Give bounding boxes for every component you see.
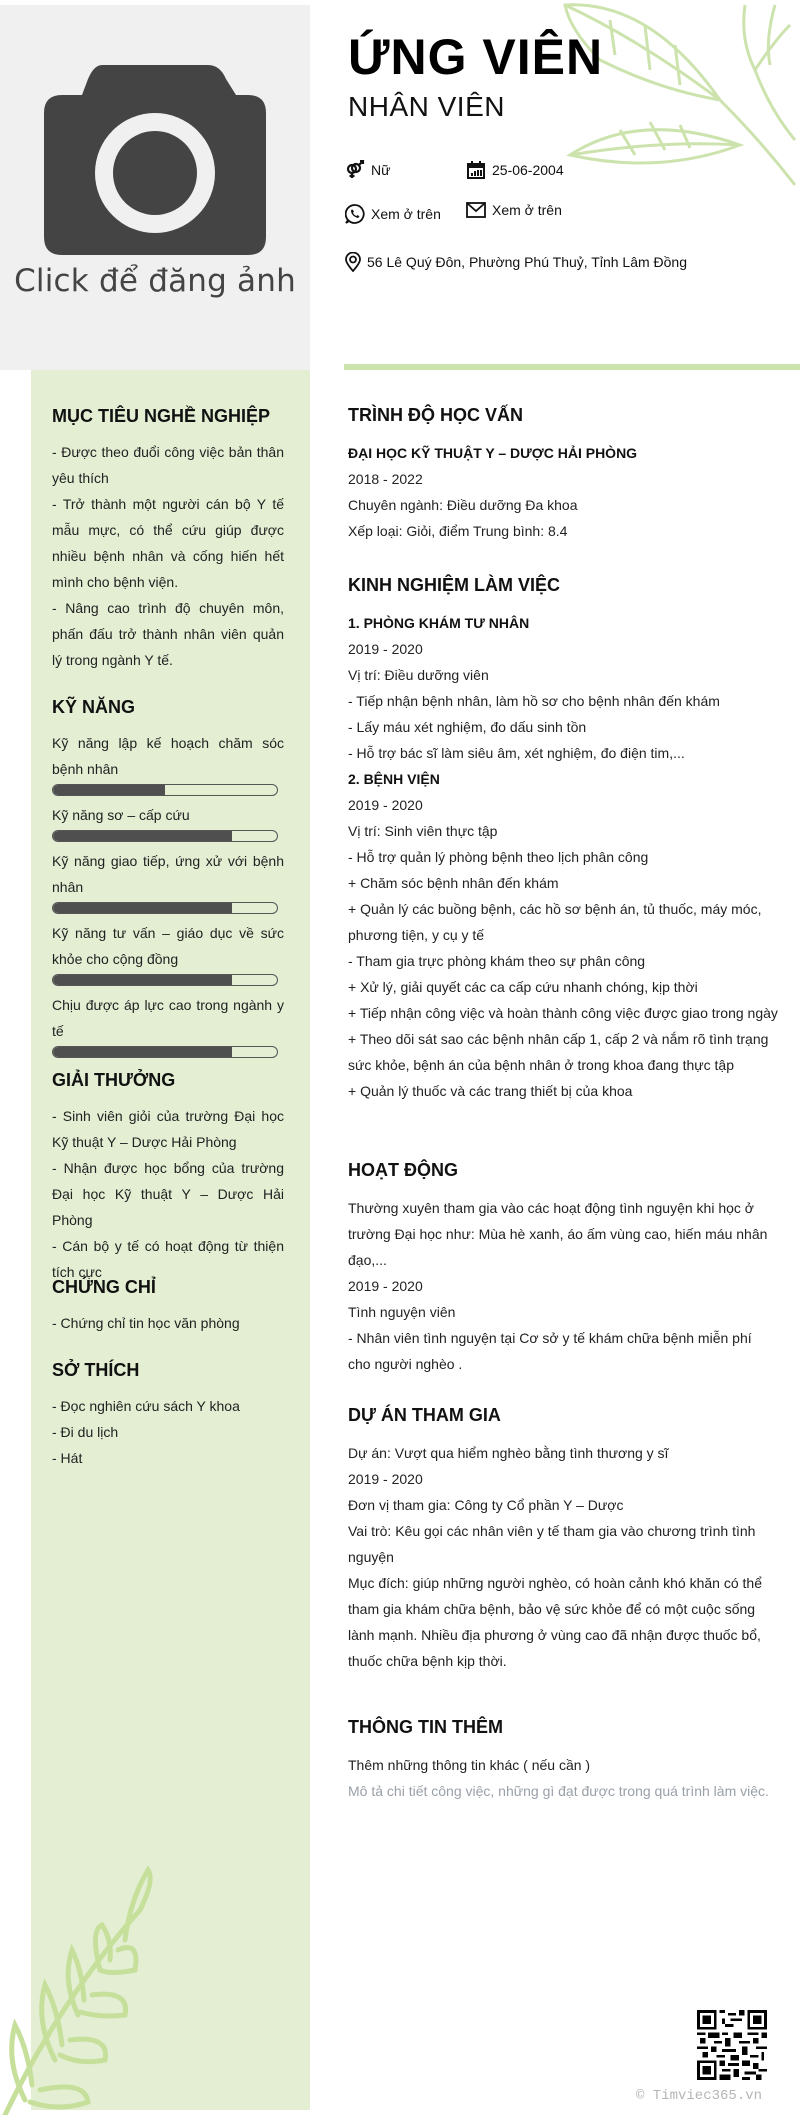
activity-role[interactable]: Tình nguyện viên [348, 1304, 456, 1320]
activities-section [348, 1160, 778, 1377]
section-title: CHỨNG CHỈ [52, 1277, 156, 1297]
activity-detail[interactable]: - Nhân viên tình nguyện tại Cơ sở y tế khám chữa bệnh miễn phí cho người nghèo . [348, 1330, 752, 1372]
location-pin-icon [345, 252, 361, 272]
school-name[interactable]: ĐẠI HỌC KỸ THUẬT Y – DƯỢC HẢI PHÒNG [348, 445, 638, 461]
skill-bar-fill [53, 785, 165, 795]
job-duty[interactable]: - Hỗ trợ bác sĩ làm siêu âm, xét nghiệm, đo điện tim,... [348, 745, 685, 761]
project-purpose[interactable]: Mục đích: giúp những người nghèo, có hoàn cảnh khó khăn có thể tham gia khám chữa bệnh, bảo vệ sức khỏe để có một cuộc sống lành mạnh. Nhiều địa phương ở vùng cao đã nhận được thuốc bổ, thuốc chữa bệnh kịp thời. [348, 1575, 762, 1669]
experience-section [348, 575, 778, 1104]
job-period[interactable]: 2019 - 2020 [348, 797, 423, 813]
skill-item [52, 992, 284, 1058]
hobby-line[interactable]: - Đọc nghiên cứu sách Y khoa [52, 1398, 240, 1414]
skills-section [52, 697, 284, 1064]
skill-item [52, 802, 284, 842]
award-line[interactable]: - Sinh viên giỏi của trường Đại học Kỹ thuật Y – Dược Hải Phòng [52, 1108, 284, 1150]
qr-code-icon [697, 2010, 767, 2080]
section-title: GIẢI THƯỞNG [52, 1070, 176, 1090]
camera-icon [44, 65, 266, 255]
job-duty[interactable]: + Quản lý thuốc và các trang thiết bị của khoa [348, 1083, 633, 1099]
skill-bar-fill [53, 975, 232, 985]
hobby-line[interactable]: - Đi du lịch [52, 1424, 119, 1440]
skill-item [52, 848, 284, 914]
section-title: HOẠT ĐỘNG [348, 1160, 458, 1180]
project-role[interactable]: Vai trò: Kêu gọi các nhân viên y tế tham gia vào chương trình tình nguyện [348, 1523, 756, 1565]
hobbies-section [52, 1360, 284, 1471]
objective-line[interactable]: - Trở thành một người cán bộ Y tế mẫu mực, có thể cứu giúp được nhiều bệnh nhân và cống hiến hết mình cho bệnh viện. [52, 496, 284, 590]
awards-section [52, 1070, 284, 1285]
job-duty[interactable]: + Tiếp nhận công việc và hoàn thành công việc được giao trong ngày [348, 1005, 778, 1021]
candidate-name[interactable]: ỨNG VIÊN [348, 29, 604, 85]
skill-bar-fill [53, 831, 232, 841]
job-duty[interactable]: + Quản lý các buồng bệnh, các hồ sơ bệnh án, tủ thuốc, máy móc, phương tiện, y cụ y tế [348, 901, 762, 943]
skill-item [52, 920, 284, 986]
skill-item [52, 730, 284, 796]
job-duty[interactable]: + Xử lý, giải quyết các ca cấp cứu nhanh chóng, kịp thời [348, 979, 698, 995]
email-value: Xem ở trên [492, 202, 562, 218]
photo-upload[interactable] [0, 5, 310, 370]
certificate-line[interactable]: - Chứng chỉ tin học văn phòng [52, 1315, 240, 1331]
hobby-line[interactable]: - Hát [52, 1450, 83, 1466]
certificates-section [52, 1277, 284, 1336]
award-line[interactable]: - Nhận được học bổng của trường Đại học Kỹ thuật Y – Dược Hải Phòng [52, 1160, 284, 1228]
job-item [348, 766, 778, 1104]
phone-icon [345, 204, 365, 224]
job-duty[interactable]: - Lấy máu xét nghiệm, đo dấu sinh tồn [348, 719, 587, 735]
objective-line[interactable]: - Được theo đuổi công việc bản thân yêu thích [52, 444, 284, 486]
projects-section [348, 1405, 778, 1674]
skill-label[interactable]: Kỹ năng sơ – cấp cứu [52, 807, 190, 823]
education-grade[interactable]: Xếp loại: Giỏi, điểm Trung bình: 8.4 [348, 523, 568, 539]
extra-info-text[interactable]: Thêm những thông tin khác ( nếu cần ) [348, 1757, 591, 1773]
section-title: DỰ ÁN THAM GIA [348, 1405, 501, 1425]
section-title: KINH NGHIỆM LÀM VIỆC [348, 575, 561, 595]
branch-decoration-icon [0, 1840, 160, 2115]
candidate-position[interactable]: NHÂN VIÊN [348, 91, 505, 122]
job-item [348, 610, 778, 766]
section-title: KỸ NĂNG [52, 697, 136, 717]
activity-intro[interactable]: Thường xuyên tham gia vào các hoạt động tình nguyện khi học ở trường Đại học như: Mùa hè xanh, áo ấm vùng cao, hiến máu nhân đạo,... [348, 1200, 768, 1268]
job-duty[interactable]: + Theo dõi sát sao các bệnh nhân cấp 1, cấp 2 và nắm rõ tình trạng sức khỏe, bệnh án của bệnh nhân ở trong khoa đang thực tập [348, 1031, 769, 1073]
address-field[interactable] [345, 252, 687, 272]
education-period[interactable]: 2018 - 2022 [348, 471, 423, 487]
education-section [348, 405, 778, 544]
skill-bar-fill [53, 1047, 232, 1057]
skill-label[interactable]: Kỹ năng giao tiếp, ứng xử với bệnh nhân [52, 853, 284, 895]
mail-icon [466, 200, 486, 220]
award-line[interactable]: - Cán bộ y tế có hoạt động từ thiện tích cực [52, 1238, 284, 1280]
job-company[interactable]: 1. PHÒNG KHÁM TƯ NHÂN [348, 615, 530, 631]
section-title: THÔNG TIN THÊM [348, 1717, 503, 1737]
extra-info-placeholder[interactable]: Mô tả chi tiết công việc, những gì đạt được trong quá trình làm việc. [348, 1783, 769, 1799]
job-duty[interactable]: - Tham gia trực phòng khám theo sự phân công [348, 953, 646, 969]
gender-icon [345, 160, 365, 180]
skill-bar[interactable] [52, 974, 278, 986]
skill-bar-fill [53, 903, 232, 913]
birthday-value: 25-06-2004 [492, 162, 564, 178]
header-divider [344, 364, 800, 370]
job-role[interactable]: Vị trí: Sinh viên thực tập [348, 823, 498, 839]
birthday-field[interactable] [466, 160, 564, 180]
section-title: TRÌNH ĐỘ HỌC VẤN [348, 405, 523, 425]
project-name[interactable]: Dự án: Vượt qua hiểm nghèo bằng tình thương y sĩ [348, 1445, 669, 1461]
job-company[interactable]: 2. BỆNH VIỆN [348, 771, 440, 787]
skill-label[interactable]: Chịu được áp lực cao trong ngành y tế [52, 997, 284, 1039]
extra-info-section [348, 1717, 778, 1804]
job-role[interactable]: Vị trí: Điều dưỡng viên [348, 667, 489, 683]
skill-bar[interactable] [52, 902, 278, 914]
skill-label[interactable]: Kỹ năng tư vấn – giáo dục về sức khỏe cho cộng đồng [52, 925, 284, 967]
gender-field[interactable] [345, 160, 390, 180]
objective-line[interactable]: - Nâng cao trình độ chuyên môn, phấn đấu trở thành nhân viên quản lý trong ngành Y tế. [52, 600, 284, 668]
project-period[interactable]: 2019 - 2020 [348, 1471, 423, 1487]
education-major[interactable]: Chuyên ngành: Điều dưỡng Đa khoa [348, 497, 578, 513]
photo-upload-label: Click để đăng ảnh [14, 263, 296, 299]
section-title: SỞ THÍCH [52, 1360, 140, 1380]
skill-bar[interactable] [52, 784, 278, 796]
job-period[interactable]: 2019 - 2020 [348, 641, 423, 657]
objective-section [52, 406, 284, 673]
section-title: MỤC TIÊU NGHỀ NGHIỆP [52, 406, 271, 426]
activity-period[interactable]: 2019 - 2020 [348, 1278, 423, 1294]
phone-value: Xem ở trên [371, 206, 441, 222]
gender-value: Nữ [371, 162, 391, 178]
phone-field[interactable] [345, 204, 441, 224]
job-duty[interactable]: - Tiếp nhận bệnh nhân, làm hồ sơ cho bệnh nhân đến khám [348, 693, 720, 709]
email-field[interactable] [466, 200, 562, 220]
skill-bar[interactable] [52, 1046, 278, 1058]
calendar-icon [466, 160, 486, 180]
skill-label[interactable]: Kỹ năng lập kế hoạch chăm sóc bệnh nhân [52, 735, 284, 777]
job-duty[interactable]: + Chăm sóc bệnh nhân đến khám [348, 875, 559, 891]
project-unit[interactable]: Đơn vị tham gia: Công ty Cổ phần Y – Dược [348, 1497, 624, 1513]
header [348, 30, 788, 123]
address-value: 56 Lê Quý Đôn, Phường Phú Thuỷ, Tỉnh Lâm Đồng [367, 254, 688, 270]
skill-bar[interactable] [52, 830, 278, 842]
copyright: © Timviec365.vn [636, 2088, 763, 2104]
job-duty[interactable]: - Hỗ trợ quản lý phòng bệnh theo lịch phân công [348, 849, 649, 865]
